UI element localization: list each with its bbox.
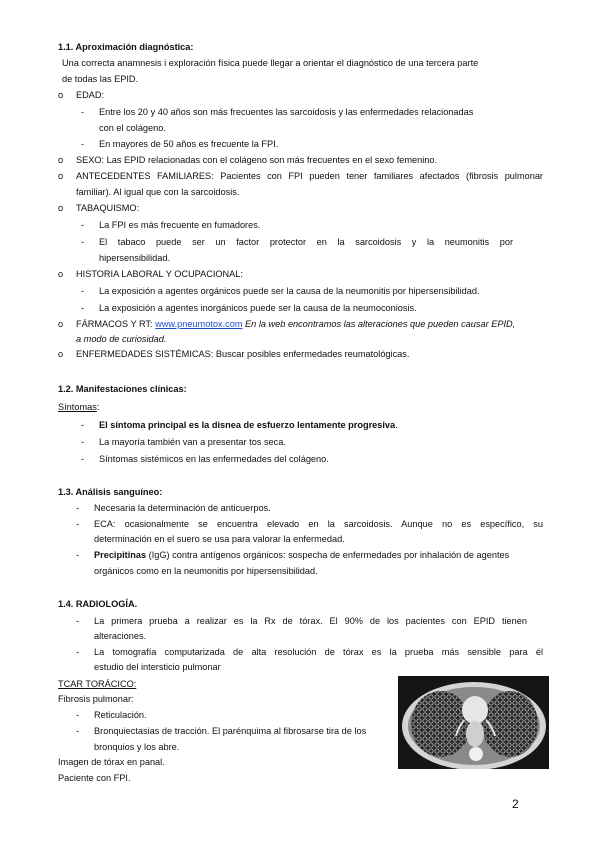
sintomas-colon: : [96,402,100,412]
page-number: 2 [512,797,519,811]
dash-marker: - [81,454,85,464]
analisis-item-2: ECA: ocasionalmente se encuentra elevado en la sarcoidosis. Aunque no es específico, su [94,519,543,529]
sintoma-item-1 [99,419,398,431]
analisis-item-3 [94,549,509,561]
intro-line-1: Una correcta anamnesis i exploración física puede llegar a orientar el diagnóstico de una tercera parte [62,58,479,68]
bullet-marker: o [58,90,64,100]
analisis-item-1: Necesaria la determinación de anticuerpos. [94,503,271,513]
tabaquismo-item-2-cont: hipersensibilidad. [99,253,170,263]
enfermedades-line: ENFERMEDADES SISTÉMICAS: Buscar posibles enfermedades reumatológicas. [76,349,410,359]
fibrosis-item-1: Reticulación. [94,710,147,720]
ct-chest-image [398,676,549,769]
edad-label: EDAD: [76,90,105,100]
dash-marker: - [81,303,85,313]
historia-item-2: La exposición a agentes inorgánicos puede ser la causa de la neumoconiosis. [99,303,417,313]
fibrosis-label: Fibrosis pulmonar: [58,694,134,704]
radiologia-item-1-cont: alteraciones. [94,631,147,641]
intro-line-2: de todas las EPID. [62,74,139,84]
sintoma-principal: El síntoma principal es la disnea de esfuerzo lentamente progresiva [99,420,396,430]
edad-item-2: En mayores de 50 años es frecuente la FPI. [99,139,279,149]
dash-marker: - [76,710,80,720]
bullet-marker: o [58,171,64,181]
radiologia-item-2-cont: estudio del intersticio pulmonar [94,662,221,672]
precipitinas-term: Precipitinas [94,550,147,560]
section-heading-1-2: 1.2. Manifestaciones clínicas: [58,384,187,394]
tabaquismo-item-1: La FPI es más frecuente en fumadores. [99,220,261,230]
dash-marker: - [81,286,85,296]
dash-marker: - [81,437,85,447]
tcar-heading: TCAR TORÁCICO: [58,679,137,689]
bullet-marker: o [58,155,64,165]
paciente-caption: Paciente con FPI. [58,773,131,783]
antecedentes-line-2: familiar). Al igual que con la sarcoidosis. [76,187,240,197]
tabaquismo-item-2: El tabaco puede ser un factor protector en la sarcoidosis y la neumonitis por [99,237,513,247]
edad-item-1: Entre los 20 y 40 años son más frecuentes las sarcoidosis y las enfermedades relacionadas [99,107,474,117]
analisis-item-2-cont: determinación en el suero se usa para valorar la enfermedad. [94,534,345,544]
bullet-marker: o [58,269,64,279]
dash-marker: - [76,519,80,529]
section-heading-1-4: 1.4. RADIOLOGÍA. [58,599,138,609]
sintomas-line [58,401,99,413]
dash-marker: - [81,237,85,247]
dash-marker: - [81,107,85,117]
edad-item-1-cont: con el colágeno. [99,123,166,133]
section-heading-1-1: 1.1. Aproximación diagnóstica: [58,42,194,52]
dash-marker: - [81,220,85,230]
sintomas-label: Síntomas [58,402,97,412]
sexo-line: SEXO: Las EPID relacionadas con el colágeno son más frecuentes en el sexo femenino. [76,155,438,165]
section-heading-1-3: 1.3. Análisis sanguíneo: [58,487,163,497]
antecedentes-line-1: ANTECEDENTES FAMILIARES: Pacientes con FPI pueden tener familiares afectados (fibrosis pulmonar [76,171,543,181]
dash-marker: - [76,726,80,736]
farmacos-label: FÁRMACOS Y RT: [76,319,153,329]
farmacos-line [76,318,515,330]
radiologia-item-2: La tomografía computarizada de alta resolución de tórax es la prueba más sensible para él [94,647,543,657]
dash-marker: - [76,550,80,560]
dash-marker: - [76,616,80,626]
historia-item-1: La exposición a agentes orgánicos puede ser la causa de la neumonitis por hipersensibilidad. [99,286,480,296]
sintoma-item-2: La mayoría también van a presentar tos seca. [99,437,286,447]
sintoma-item-1-end: . [395,420,398,430]
farmacos-note-cont: a modo de curiosidad. [76,334,167,344]
dash-marker: - [81,139,85,149]
pneumotox-link[interactable]: www.pneumotox.com [155,319,243,329]
dash-marker: - [76,503,80,513]
dash-marker: - [81,420,85,430]
fibrosis-item-2: Bronquiectasias de tracción. El parénquima al fibrosarse tira de los [94,726,367,736]
analisis-item-3-text: (IgG) contra antígenos orgánicos: sospecha de enfermedades por inhalación de agentes [146,550,510,560]
bullet-marker: o [58,349,64,359]
sintoma-item-3: Síntomas sistémicos en las enfermedades del colágeno. [99,454,329,464]
dash-marker: - [76,647,80,657]
ct-scan-drawing [398,676,549,769]
historia-label: HISTORIA LABORAL Y OCUPACIONAL: [76,269,243,279]
imagen-caption: Imagen de tórax en panal. [58,757,165,767]
tabaquismo-label: TABAQUISMO: [76,203,140,213]
bullet-marker: o [58,203,64,213]
radiologia-item-1: La primera prueba a realizar es la Rx de tórax. El 90% de los pacientes con EPID tienen [94,616,527,626]
fibrosis-item-2-cont: bronquios y los abre. [94,742,180,752]
farmacos-note: En la web encontramos las alteraciones que pueden causar EPID, [245,319,516,329]
analisis-item-3-cont: orgánicos como en la neumonitis por hipersensibilidad. [94,566,318,576]
bullet-marker: o [58,319,64,329]
